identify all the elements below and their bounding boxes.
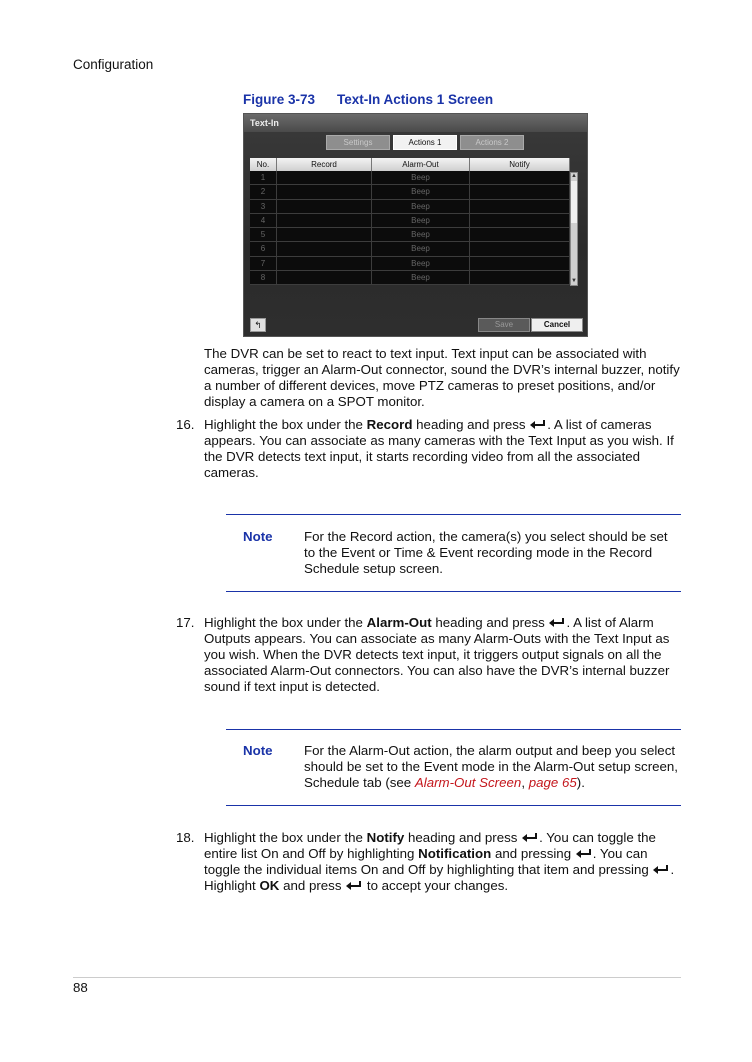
step-text: Highlight the box under the Record heading and press . A list of cameras appears. You can associate as many cameras with the Text Input as you wish. If the DVR detects text input, it starts recording video from all the associated cameras.	[204, 417, 674, 480]
cell-no: 7	[250, 257, 277, 271]
table-body	[250, 171, 580, 285]
step-number: 17.	[176, 615, 195, 630]
cell-notify[interactable]	[470, 214, 570, 228]
column-header-no: No.	[250, 158, 277, 171]
table-header	[250, 158, 580, 171]
back-arrow-icon[interactable]: ↰	[250, 318, 266, 332]
scroll-thumb[interactable]	[571, 181, 577, 223]
cell-no: 4	[250, 214, 277, 228]
cell-record[interactable]	[277, 242, 372, 256]
alarm-out-screen-link[interactable]: Alarm-Out Screen	[414, 775, 522, 790]
step-text: Highlight the box under the Notify heading and press . You can toggle the entire list On and Off by highlighting Notification and pressing . You can toggle the individual items On and Off by highlighting that item and pressing . Highlight OK and press to accept your changes.	[204, 830, 675, 893]
enter-key-icon	[521, 833, 539, 843]
cell-record[interactable]	[277, 228, 372, 242]
table-row[interactable]	[250, 214, 580, 228]
cancel-button[interactable]: Cancel	[531, 318, 583, 332]
column-header-notify[interactable]: Notify	[470, 158, 570, 171]
cell-alarm-out[interactable]: Beep	[372, 185, 470, 199]
cell-record[interactable]	[277, 200, 372, 214]
enter-key-icon	[575, 849, 593, 859]
cell-notify[interactable]	[470, 271, 570, 285]
step-number: 16.	[176, 417, 195, 432]
enter-key-icon	[652, 865, 670, 875]
cell-notify[interactable]	[470, 185, 570, 199]
cell-record[interactable]	[277, 171, 372, 185]
table-row[interactable]	[250, 271, 580, 285]
actions-table	[250, 158, 580, 285]
cell-no: 8	[250, 271, 277, 285]
cell-alarm-out[interactable]: Beep	[372, 214, 470, 228]
intro-paragraph: The DVR can be set to react to text input. Text input can be associated with cameras, trigger an Alarm-Out connector, sound the DVR’s internal buzzer, notify a number of different devices, move PTZ cameras to preset positions, and/or display a camera on a SPOT monitor.	[204, 346, 680, 409]
save-button[interactable]: Save	[478, 318, 530, 332]
note-rule-bottom	[226, 591, 681, 592]
tab-actions-2[interactable]: Actions 2	[460, 135, 524, 150]
cell-no: 2	[250, 185, 277, 199]
tab-bar	[326, 135, 524, 150]
table-row[interactable]	[250, 242, 580, 256]
cell-notify[interactable]	[470, 242, 570, 256]
cell-notify[interactable]	[470, 200, 570, 214]
scroll-down-arrow-icon[interactable]: ▼	[571, 278, 577, 284]
section-header: Configuration	[73, 57, 154, 72]
cell-alarm-out[interactable]: Beep	[372, 171, 470, 185]
note-text: For the Alarm-Out action, the alarm output and beep you select should be set to the Event mode in the Alarm-Out setup screen, Schedule tab (see Alarm-Out Screen, page 65).	[304, 743, 679, 790]
cell-record[interactable]	[277, 185, 372, 199]
table-scrollbar[interactable]	[570, 172, 578, 286]
figure-title: Text-In Actions 1 Screen	[337, 92, 494, 107]
step-number: 18.	[176, 830, 195, 845]
enter-key-icon	[345, 881, 363, 891]
page-65-link[interactable]: page 65	[528, 775, 577, 790]
step-text: Highlight the box under the Alarm-Out heading and press . A list of Alarm Outputs appears. You can associate as many Alarm-Outs with the Text Input as you wish. When the DVR detects text input, it triggers output signals on all the associated Alarm-Out connectors. You can also have the DVR’s internal buzzer sound if text input is detected.	[204, 615, 670, 694]
table-row[interactable]	[250, 171, 580, 185]
figure-number: Figure 3-73	[243, 92, 316, 107]
table-row[interactable]	[250, 257, 580, 271]
tab-settings[interactable]: Settings	[326, 135, 390, 150]
cell-alarm-out[interactable]: Beep	[372, 271, 470, 285]
enter-key-icon	[529, 420, 547, 430]
cell-no: 5	[250, 228, 277, 242]
dvr-screenshot	[243, 113, 588, 337]
cell-no: 1	[250, 171, 277, 185]
table-row[interactable]	[250, 200, 580, 214]
cell-record[interactable]	[277, 271, 372, 285]
cell-no: 6	[250, 242, 277, 256]
enter-key-icon	[548, 618, 566, 628]
cell-notify[interactable]	[470, 257, 570, 271]
tab-actions-1[interactable]: Actions 1	[393, 135, 457, 150]
figure-caption	[243, 92, 493, 107]
cell-alarm-out[interactable]: Beep	[372, 228, 470, 242]
note-rule-top	[226, 514, 681, 515]
table-row[interactable]	[250, 228, 580, 242]
cell-no: 3	[250, 200, 277, 214]
cell-record[interactable]	[277, 214, 372, 228]
note-rule-bottom	[226, 805, 681, 806]
cell-alarm-out[interactable]: Beep	[372, 200, 470, 214]
cell-notify[interactable]	[470, 228, 570, 242]
column-header-alarm-out[interactable]: Alarm-Out	[372, 158, 470, 171]
footer-rule	[73, 977, 681, 978]
scroll-up-arrow-icon[interactable]: ▲	[571, 173, 577, 179]
cell-record[interactable]	[277, 257, 372, 271]
cell-alarm-out[interactable]: Beep	[372, 242, 470, 256]
note-rule-top	[226, 729, 681, 730]
column-header-record[interactable]: Record	[277, 158, 372, 171]
note-label: Note	[243, 529, 273, 544]
cell-alarm-out[interactable]: Beep	[372, 257, 470, 271]
note-label: Note	[243, 743, 273, 758]
table-row[interactable]	[250, 185, 580, 199]
window-title: Text-In	[244, 114, 587, 132]
cell-notify[interactable]	[470, 171, 570, 185]
note-text: For the Record action, the camera(s) you select should be set to the Event or Time & Event recording mode in the Record Schedule setup screen.	[304, 529, 668, 576]
page-number: 88	[73, 980, 88, 995]
